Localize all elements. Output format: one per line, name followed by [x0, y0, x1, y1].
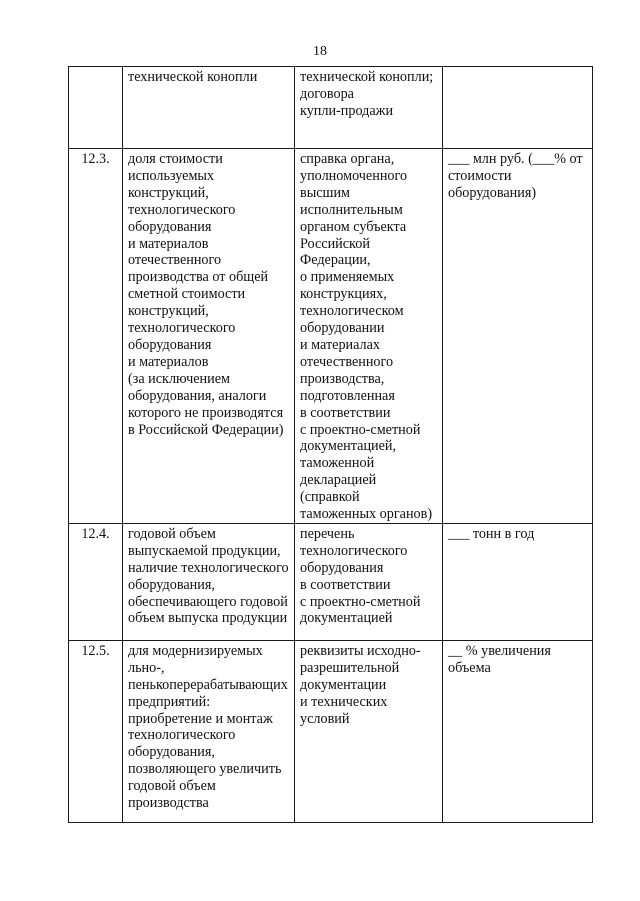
- source-document-cell: справка органа, уполномоченного высшим исполнительным органом субъекта Российской Федерации, о применяемых конструкциях, технологическом оборудовании и материалах отечественного производства, подготовленная в соответствии с проектно-сметной документацией, таможенной декларацией (справкой таможенных органов): [295, 149, 443, 524]
- requirements-table: [68, 66, 593, 823]
- row-number-cell: [69, 67, 123, 149]
- table-row: [69, 67, 593, 149]
- indicator-cell: доля стоимости используемых конструкций, технологического оборудования и материалов отечественного производства от общей сметной стоимости конструкций, технологического оборудования и материалов (за исключением оборудования, аналоги которого не производятся в Российской Федерации): [123, 149, 295, 524]
- page-number: 18: [313, 44, 327, 59]
- table-row: [69, 149, 593, 524]
- indicator-cell: технической конопли: [123, 67, 295, 149]
- indicator-cell: годовой объем выпускаемой продукции, наличие технологического оборудования, обеспечивающего годовой объем выпуска продукции: [123, 523, 295, 640]
- source-document-cell: перечень технологического оборудования в соответствии с проектно-сметной документацией: [295, 523, 443, 640]
- table-row: [69, 640, 593, 822]
- value-cell: ___ тонн в год: [443, 523, 593, 640]
- indicator-cell: для модернизируемых льно-, пенькоперерабатывающих предприятий: приобретение и монтаж технологического оборудования, позволяющего увеличить годовой объем производства: [123, 640, 295, 822]
- source-document-cell: реквизиты исходно- разрешительной документации и технических условий: [295, 640, 443, 822]
- table-row: [69, 523, 593, 640]
- value-cell: __ % увеличения объема: [443, 640, 593, 822]
- row-number-cell: 12.4.: [69, 523, 123, 640]
- source-document-cell: технической конопли; договора купли-продажи: [295, 67, 443, 149]
- row-number-cell: 12.5.: [69, 640, 123, 822]
- value-cell: ___ млн руб. (___% от стоимости оборудования): [443, 149, 593, 524]
- row-number-cell: 12.3.: [69, 149, 123, 524]
- value-cell: [443, 67, 593, 149]
- requirements-table-wrapper: [68, 66, 593, 823]
